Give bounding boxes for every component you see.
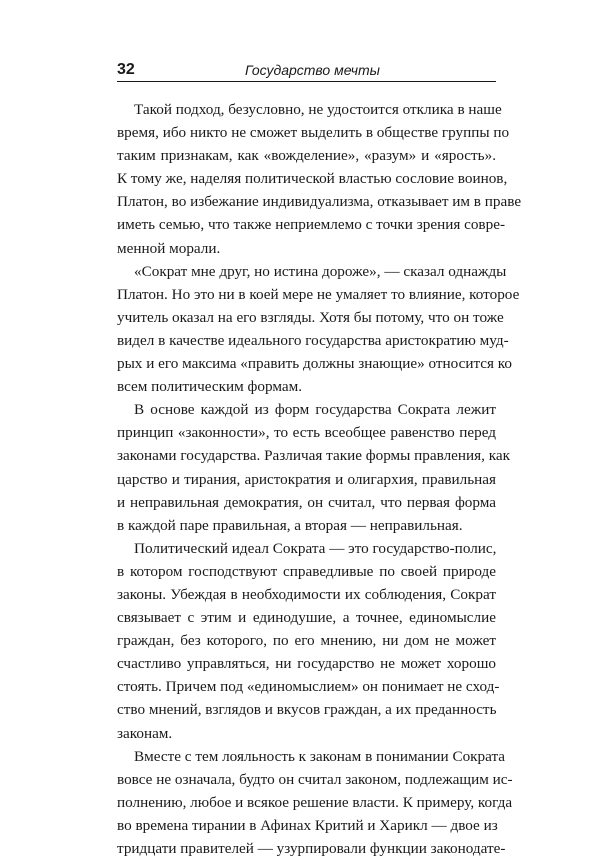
text-line: рых и его максима «править должны знающие» относится ко [117, 355, 513, 373]
page-number: 32 [117, 61, 135, 78]
text-line: стоять. Причем под «единомыслием» он понимает не сход- [117, 678, 500, 696]
text-line: законы. Убеждая в необходимости их соблюдения, Сократ [117, 585, 496, 603]
text-line: Платон. Но это ни в коей мере не умаляет то влияние, которое [117, 285, 520, 303]
running-head [117, 60, 496, 80]
text-line: таким признакам, как «вожделение», «разум» и «ярость». [117, 147, 496, 165]
text-line: К тому же, наделяя политической властью сословие воинов, [117, 170, 508, 188]
running-title: Государство мечты [245, 62, 380, 78]
text-line: Политический идеал Сократа — это государство-полис, [134, 539, 497, 557]
paragraph [117, 260, 520, 399]
text-line: законами государства. Различая такие формы правления, как [117, 447, 511, 465]
text-line: Такой подход, безусловно, не удостоится отклика в наше [134, 101, 502, 118]
paragraph [117, 398, 511, 537]
text-line: счастливо управляться, ни государство не может хорошо [117, 655, 496, 673]
text-line: всем политическим формам. [117, 378, 303, 396]
text-line: видел в качестве идеального государства аристократию муд- [117, 331, 509, 349]
text-line: и неправильная демократия, он считал, что первая форма [117, 493, 496, 511]
text-line: связывает с этим и единодушие, а точнее, единомыслие [117, 609, 496, 627]
paragraph [117, 98, 522, 260]
text-line: законам. [117, 724, 173, 742]
body-text [117, 98, 522, 860]
header-rule [117, 81, 496, 82]
text-line: Платон, во избежание индивидуализма, отказывает им в праве [117, 193, 522, 211]
paragraph [117, 537, 500, 745]
text-line: «Сократ мне друг, но истина дороже», — сказал однажды [134, 262, 507, 280]
text-line: в котором господствуют справедливые по своей природе [117, 562, 496, 580]
text-line: время, ибо никто не сможет выделить в обществе группы по [117, 124, 510, 142]
text-line: полнению, любое и всякое решение власти. К примеру, когда [117, 793, 513, 811]
text-line: иметь семью, что также неприемлемо с точки зрения совре- [117, 216, 506, 234]
text-line: тридцати правителей — узурпировали функции законодате- [117, 840, 506, 857]
paragraph [117, 745, 513, 860]
text-line: принцип «законности», то есть всеобщее равенство перед [117, 424, 496, 442]
text-line: ство мнений, взглядов и вкусов граждан, а их преданность [117, 701, 497, 719]
text-line: граждан, без которого, по его мнению, ни дом не может [117, 632, 496, 650]
text-line: менной морали. [117, 239, 221, 257]
text-line: учитель оказал на его взгляды. Хотя бы потому, что он тоже [117, 308, 504, 326]
text-line: Вместе с тем лояльность к законам в понимании Сократа [134, 747, 506, 765]
text-line: в каждой паре правильная, а вторая — неправильная. [117, 516, 463, 534]
text-line: во времена тирании в Афинах Критий и Харикл — двое из [117, 816, 498, 834]
text-line: царство и тирания, аристократия и олигархия, правильная [117, 470, 496, 488]
text-line: вовсе не означала, будто он считал законом, подлежащим ис- [117, 770, 513, 788]
text-line: В основе каждой из форм государства Сократа лежит [134, 401, 496, 419]
